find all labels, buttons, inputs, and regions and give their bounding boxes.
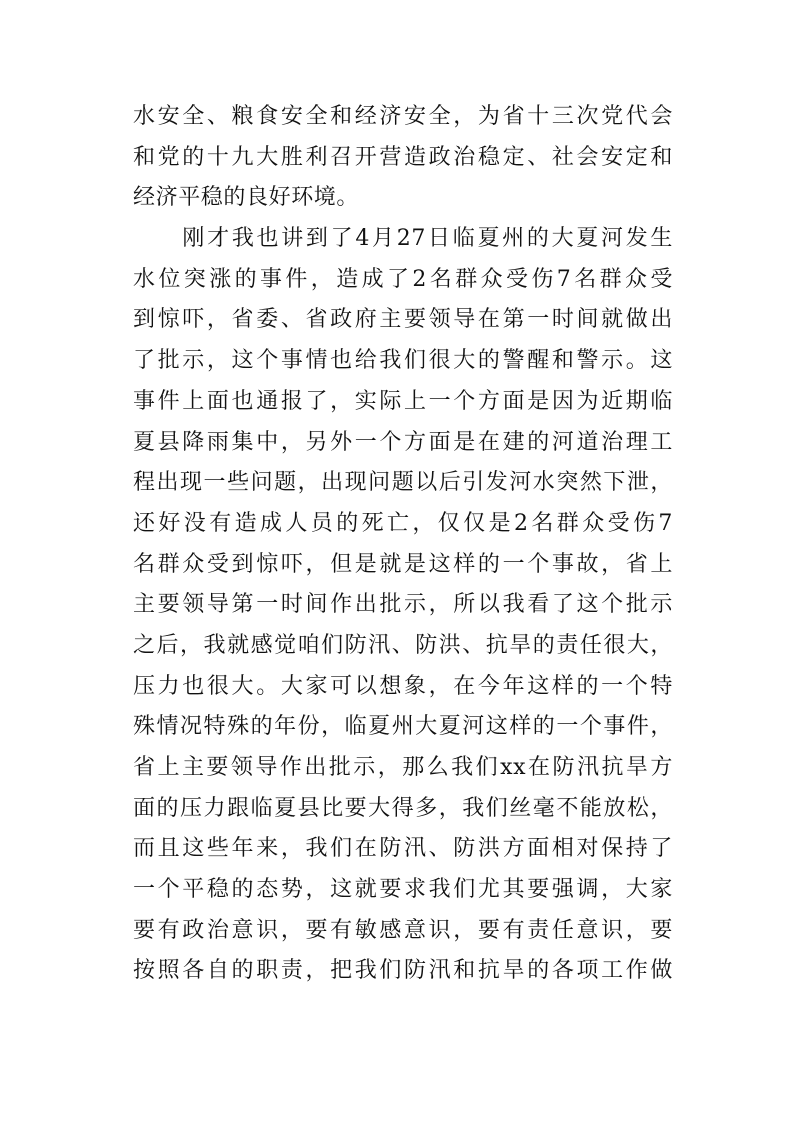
text-line: 到惊吓，省委、省政府主要领导在第一时间就做出 (133, 307, 673, 333)
text-line: 夏县降雨集中，另外一个方面是在建的河道治理工 (133, 429, 673, 455)
text-line: 省上主要领导作出批示，那么我们xx在防汛抗旱方 (133, 755, 673, 780)
text-line: 水位突涨的事件，造成了2名群众受伤7名群众受 (133, 266, 673, 292)
text-line: 按照各自的职责，把我们防汛和抗旱的各项工作做 (133, 958, 673, 984)
text-line: 了批示，这个事情也给我们很大的警醒和警示。这 (133, 348, 673, 374)
text-line: 之后，我就感觉咱们防汛、防洪、抗旱的责任很大， (133, 632, 673, 658)
text-line: 经济平稳的良好环境。 (133, 185, 360, 211)
text-line: 程出现一些问题，出现问题以后引发河水突然下泄， (133, 470, 673, 496)
text-line: 而且这些年来，我们在防汛、防洪方面相对保持了 (133, 836, 673, 862)
text-line: 面的压力跟临夏县比要大得多，我们丝毫不能放松， (133, 795, 673, 821)
body-text (133, 97, 673, 992)
text-line: 水安全、粮食安全和经济安全，为省十三次党代会 (133, 104, 673, 129)
text-line: 主要领导第一时间作出批示，所以我看了这个批示 (133, 592, 673, 618)
text-line: 还好没有造成人员的死亡，仅仅是2名群众受伤7 (133, 510, 673, 536)
text-line: 刚才我也讲到了4月27日临夏州的大夏河发生 (133, 226, 673, 252)
text-line: 殊情况特殊的年份，临夏州大夏河这样的一个事件， (133, 714, 673, 740)
text-line: 和党的十九大胜利召开营造政治稳定、社会安定和 (133, 144, 673, 170)
text-line: 名群众受到惊吓，但是就是这样的一个事故，省上 (133, 551, 673, 577)
text-line: 事件上面也通报了，实际上一个方面是因为近期临 (133, 388, 673, 414)
text-line: 一个平稳的态势，这就要求我们尤其要强调，大家 (133, 877, 673, 903)
text-line: 压力也很大。大家可以想象，在今年这样的一个特 (133, 673, 673, 699)
text-line: 要有政治意识，要有敏感意识，要有责任意识，要 (133, 917, 673, 943)
